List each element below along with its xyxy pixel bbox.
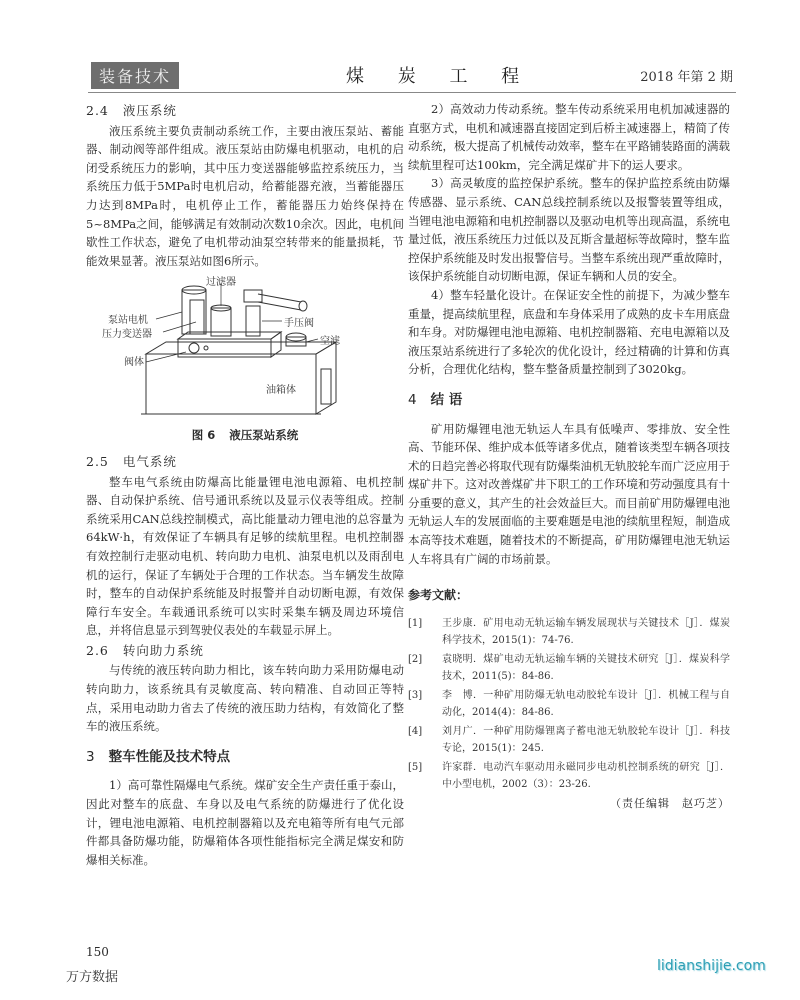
label-pressure-transmitter: 压力变送器 (102, 329, 152, 341)
paragraph-feature-2: 2）高效动力传动系统。整车传动系统采用电机加减速器的直驱方式，电机和减速器直接固定到后桥主减速器上，精简了传动系统，极大提高了机械传动效率，整车在平路铺装路面的满载续航里程可达100km，完全满足煤矿井下的运人要求。 (408, 102, 730, 172)
paragraph-electrical: 整车电气系统由防爆高比能量锂电池电源箱、电机控制器、自动保护系统、信号通讯系统以及显示仪表等组成。控制系统采用CAN总线控制模式，高比能量动力锂电池的总容量为64kW·h，有效保证了车辆具有足够的续航里程。电机控制器有效控制行走驱动电机、转向助力电机、油泵电机以及雨刮电机的运行，保证了车辆处于合理的工作状态。当车辆发生故障时，整车的自动保护系统能及时报警并自动切断电源，有效保障行车安全。车载通讯系统可以实时采集车辆及周边环境信息，并将信息显示到驾驶仪表处的车载显示屏上。 (86, 474, 404, 638)
watermark: lidianshijie.com (657, 958, 766, 974)
section-heading-3: 3 整车性能及技术特点 (86, 748, 231, 765)
reference-item: [1] 王步康．矿用电动无轨运输车辆发展现状与关键技术［J］．煤炭科学技术，2015(1)：74-76. (408, 617, 730, 646)
reference-list (408, 615, 730, 793)
paragraph-feature-4: 4）整车轻量化设计。在保证安全性的前提下，为减少整车重量，提高续航里程，底盘和车身体采用了成熟的皮卡车用底盘和车身。对防爆锂电池电源箱、电机控制器箱、充电电源箱以及液压泵站系统进行了多轮次的优化设计，经过精确的计算和仿真分析，合理优化结构，整车整备质量控制到了3020kg。 (408, 287, 730, 377)
reference-item: [4] 刘月广．一种矿用防爆锂离子蓄电池无轨胶轮车设计［J］．科技专论，2015(1)：245. (408, 725, 730, 754)
pump-station-illustration (86, 274, 404, 424)
label-oil-tank: 油箱体 (266, 385, 296, 397)
section-heading-2-6: 2.6 转向助力系统 (86, 642, 204, 658)
paragraph-steering: 与传统的液压转向助力相比，该车转向助力采用防爆电动转向助力，该系统具有灵敏度高、转向精准、自动回正等特点，采用电动助力省去了传统的液压助力结构，有效简化了整车的液压系统。 (86, 663, 404, 734)
label-air-filter: 空滤 (320, 336, 340, 348)
label-pump-motor: 泵站电机 (108, 315, 148, 327)
paragraph-conclusion: 矿用防爆锂电池无轨运人车具有低噪声、零排放、安全性高、节能环保、维护成本低等诸多优点，随着该类型车辆各项技术的日趋完善必将取代现有防爆柴油机无轨胶轮车而广泛应用于煤矿井下。这对改善煤矿井下职工的工作环境和劳动强度具有十分重要的意义，其产生的社会效益巨大。而目前矿用防爆锂电池无轨运人车的发展面临的主要难题是电池的续航里程短，制造成本高等技术难题，随着技术的不断提高，矿用防爆锂电池无轨运人车将具有广阔的市场前景。 (408, 421, 730, 566)
paragraph-feature-1: 1）高可靠性隔爆电气系统。煤矿安全生产责任重于泰山，因此对整车的底盘、车身以及电气系统的防爆进行了优化设计，锂电池电源箱、电机控制器箱以及充电箱等所有电气元部件都具备防爆功能，防爆箱体各项性能指标完全满足煤安和防爆相关标准。 (86, 778, 404, 867)
figure-hydraulic-pump-station (86, 274, 404, 424)
source-label: 万方数据 (66, 970, 119, 985)
references-title: 参考文献： (408, 588, 469, 603)
figure-caption: 图 6 液压泵站系统 (191, 428, 299, 443)
reference-item: [3] 李 博．一种矿用防爆无轨电动胶轮车设计［J］．机械工程与自动化，2014(4)：84-86. (408, 689, 730, 718)
section-heading-2-4: 2.4 液压系统 (86, 103, 177, 118)
issue-label: 2018 年第 2 期 (640, 70, 733, 85)
label-filter: 过滤器 (206, 277, 236, 289)
reference-item: [5] 许家群．电动汽车驱动用永磁同步电动机控制系统的研究［J］．中小型电机，2002（3）：23-26. (408, 761, 730, 790)
label-hand-pressure-valve: 手压阀 (284, 318, 314, 330)
left-column (86, 100, 404, 869)
paragraph-feature-3: 3）高灵敏度的监控保护系统。整车的保护监控系统由防爆传感器、显示系统、CAN总线控制系统以及报警装置等组成，当锂电池电源箱和电机控制器以及驱动电机等出现高温，系统电量过低，液压系统压力过低以及瓦斯含量超标等故障时，整车监控保护系统能及时发出报警信号。当整车系统出现严重故障时，该保护系统能自动切断电源，保证车辆和人员的安全。 (408, 176, 730, 284)
header-divider (88, 92, 736, 93)
journal-title: 煤 炭 工 程 (346, 66, 534, 87)
responsible-editor: （责任编辑 赵巧芝） (610, 796, 730, 810)
section-heading-2-5: 2.5 电气系统 (86, 453, 177, 469)
label-valve-body: 阀体 (124, 357, 144, 369)
section-heading-4: 4 结 语 (408, 391, 463, 408)
reference-item: [2] 袁晓明．煤矿电动无轨运输车辆的关键技术研究［J］．煤炭科学技术，2011(5)：84-86. (408, 653, 730, 682)
paragraph-hydraulic: 液压系统主要负责制动系统工作，主要由液压泵站、蓄能器、制动阀等部件组成。液压泵站由防爆电机驱动，电机的启闭受系统压力的影响，其中压力变送器能够监控系统压力，当系统压力低于5MPa时电机启动，给蓄能器充液，当蓄能器压力达到8MPa时，电机停止工作，蓄能器压力始终保持在5~8MPa之间，能够满足有效制动次数10余次。因此，电机间歇性工作状态，避免了电机带动油泵空转带来的能量损耗，节能效果显著。液压泵站如图6所示。 (86, 123, 404, 268)
running-header (88, 60, 733, 88)
page-number: 150 (86, 945, 109, 959)
section-tag: 装备技术 (91, 62, 179, 89)
right-column (408, 100, 730, 813)
